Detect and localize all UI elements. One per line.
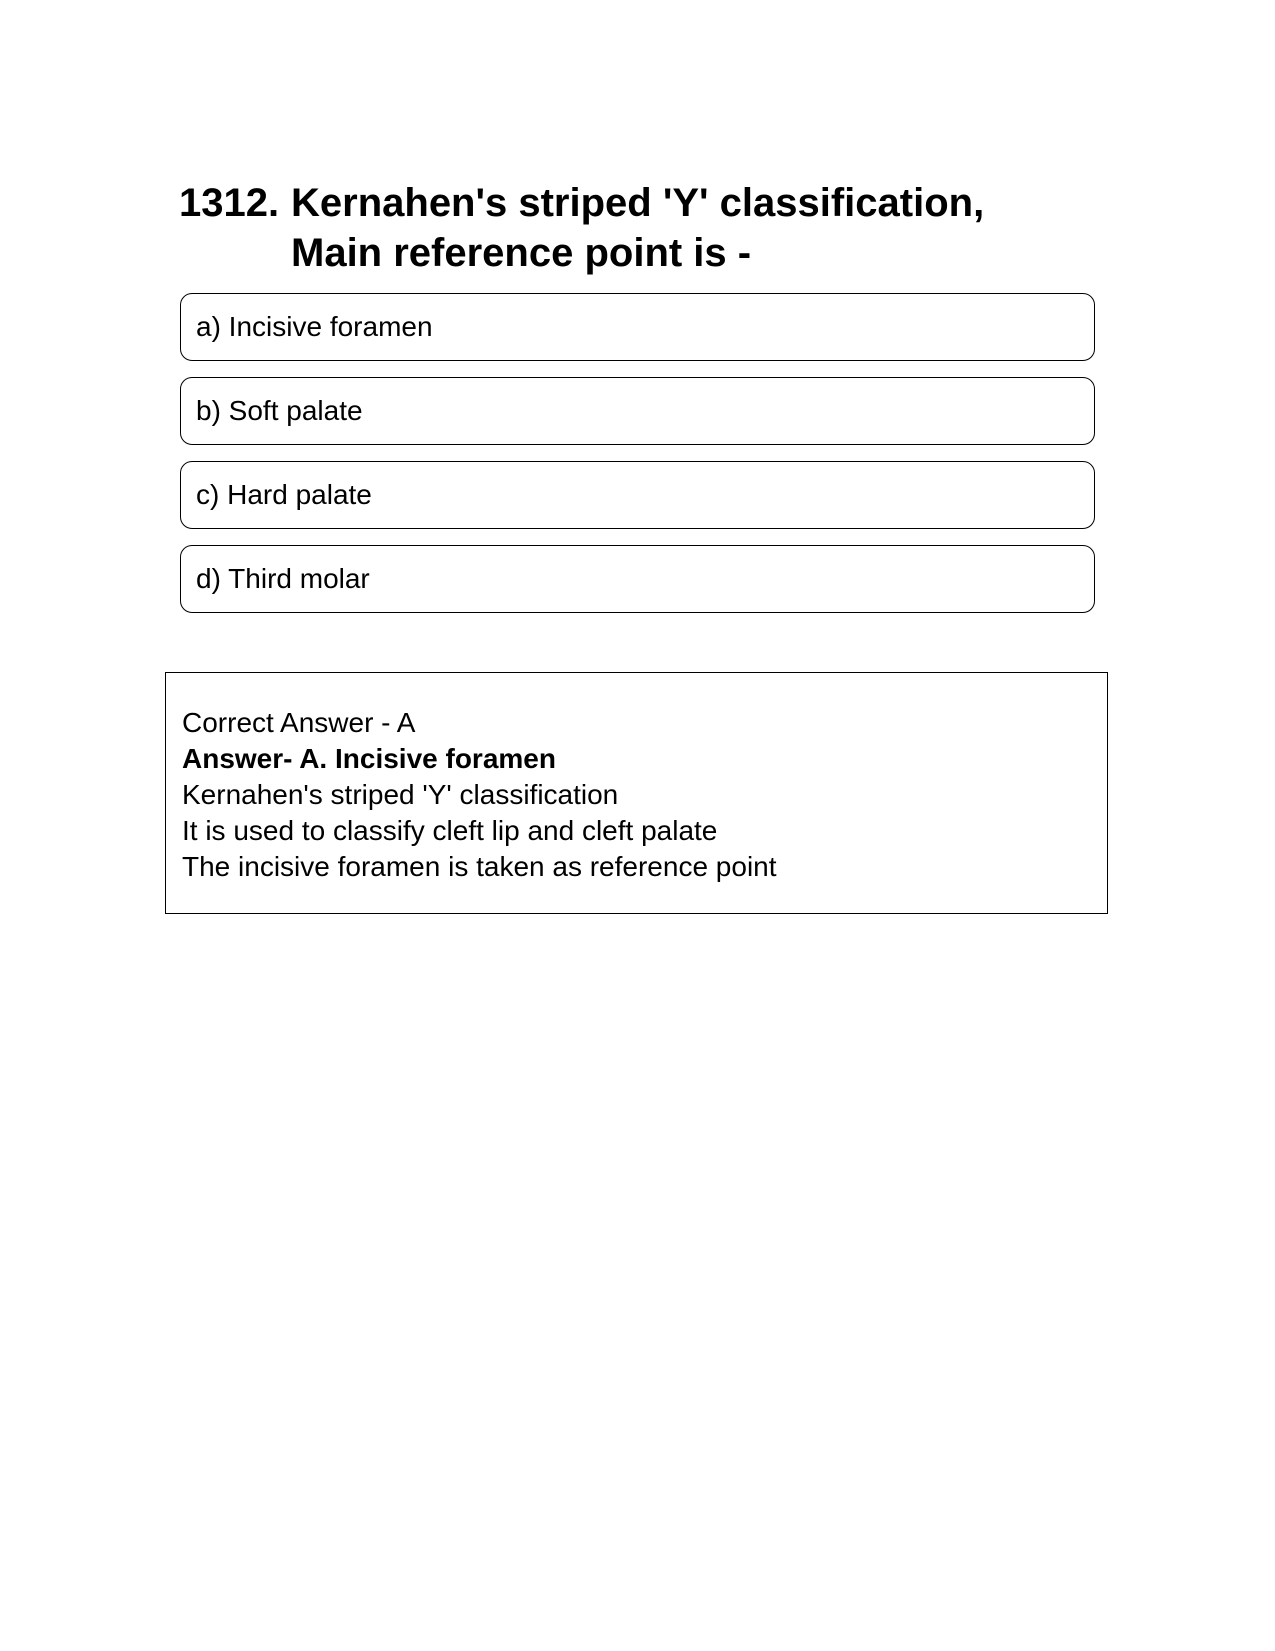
question-text-line-2: Main reference point is - (291, 231, 752, 275)
explanation-line-3: The incisive foramen is taken as reference point (182, 851, 777, 882)
option-b[interactable]: b) Soft palate (180, 377, 1095, 445)
option-c[interactable]: c) Hard palate (180, 461, 1095, 529)
explanation-line-1: Kernahen's striped 'Y' classification (182, 779, 619, 810)
option-d[interactable]: d) Third molar (180, 545, 1095, 613)
options-list (180, 293, 1095, 629)
correct-answer: Correct Answer - A (182, 707, 416, 738)
question-text-line-1: Kernahen's striped 'Y' classification, (291, 181, 985, 225)
explanation-line-2: It is used to classify cleft lip and cleft palate (182, 815, 718, 846)
answer-box (165, 672, 1108, 914)
question-number: 1312. (179, 181, 280, 225)
option-a[interactable]: a) Incisive foramen (180, 293, 1095, 361)
question-text (291, 178, 1099, 278)
question-heading (179, 178, 1099, 278)
answer-heading: Answer- A. Incisive foramen (182, 743, 556, 774)
